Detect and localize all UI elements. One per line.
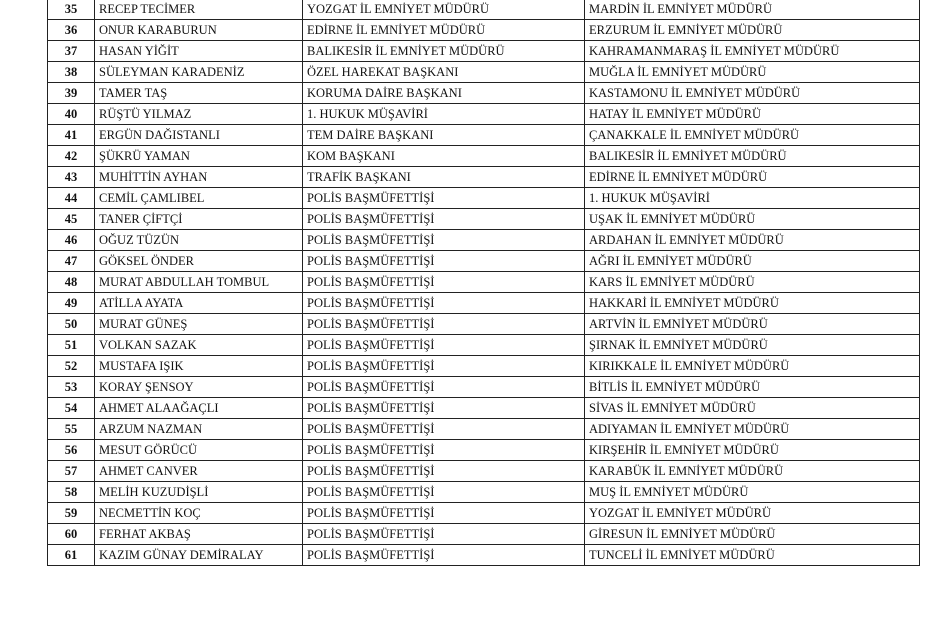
row-number: 52: [48, 356, 95, 377]
previous-position: TRAFİK BAŞKANI: [303, 167, 585, 188]
row-number: 56: [48, 440, 95, 461]
previous-position: POLİS BAŞMÜFETTİŞİ: [303, 545, 585, 566]
table-row: [48, 41, 920, 62]
row-number: 39: [48, 83, 95, 104]
person-name: AHMET ALAAĞAÇLI: [95, 398, 303, 419]
previous-position: TEM DAİRE BAŞKANI: [303, 125, 585, 146]
table-row: [48, 482, 920, 503]
table-row: [48, 209, 920, 230]
row-number: 47: [48, 251, 95, 272]
previous-position: POLİS BAŞMÜFETTİŞİ: [303, 524, 585, 545]
previous-position: YOZGAT İL EMNİYET MÜDÜRÜ: [303, 0, 585, 20]
row-number: 49: [48, 293, 95, 314]
row-number: 43: [48, 167, 95, 188]
table-row: [48, 335, 920, 356]
new-position: YOZGAT İL EMNİYET MÜDÜRÜ: [585, 503, 920, 524]
table-row: [48, 419, 920, 440]
person-name: TANER ÇİFTÇİ: [95, 209, 303, 230]
previous-position: POLİS BAŞMÜFETTİŞİ: [303, 419, 585, 440]
previous-position: POLİS BAŞMÜFETTİŞİ: [303, 503, 585, 524]
person-name: MESUT GÖRÜCÜ: [95, 440, 303, 461]
row-number: 58: [48, 482, 95, 503]
row-number: 37: [48, 41, 95, 62]
appointment-table: [47, 0, 920, 566]
table-row: [48, 545, 920, 566]
table-row: [48, 440, 920, 461]
row-number: 51: [48, 335, 95, 356]
table-row: [48, 251, 920, 272]
new-position: KAHRAMANMARAŞ İL EMNİYET MÜDÜRÜ: [585, 41, 920, 62]
previous-position: POLİS BAŞMÜFETTİŞİ: [303, 293, 585, 314]
previous-position: POLİS BAŞMÜFETTİŞİ: [303, 482, 585, 503]
person-name: OĞUZ TÜZÜN: [95, 230, 303, 251]
new-position: ÇANAKKALE İL EMNİYET MÜDÜRÜ: [585, 125, 920, 146]
person-name: KAZIM GÜNAY DEMİRALAY: [95, 545, 303, 566]
table-row: [48, 188, 920, 209]
new-position: SİVAS İL EMNİYET MÜDÜRÜ: [585, 398, 920, 419]
new-position: KIRŞEHİR İL EMNİYET MÜDÜRÜ: [585, 440, 920, 461]
previous-position: POLİS BAŞMÜFETTİŞİ: [303, 230, 585, 251]
new-position: MUŞ İL EMNİYET MÜDÜRÜ: [585, 482, 920, 503]
previous-position: BALIKESİR İL EMNİYET MÜDÜRÜ: [303, 41, 585, 62]
person-name: NECMETTİN KOÇ: [95, 503, 303, 524]
new-position: GİRESUN İL EMNİYET MÜDÜRÜ: [585, 524, 920, 545]
table-row: [48, 20, 920, 41]
appointment-table-body: [48, 0, 920, 566]
table-row: [48, 377, 920, 398]
new-position: BALIKESİR İL EMNİYET MÜDÜRÜ: [585, 146, 920, 167]
row-number: 35: [48, 0, 95, 20]
person-name: FERHAT AKBAŞ: [95, 524, 303, 545]
previous-position: POLİS BAŞMÜFETTİŞİ: [303, 314, 585, 335]
row-number: 61: [48, 545, 95, 566]
table-row: [48, 293, 920, 314]
new-position: BİTLİS İL EMNİYET MÜDÜRÜ: [585, 377, 920, 398]
new-position: AĞRI İL EMNİYET MÜDÜRÜ: [585, 251, 920, 272]
new-position: UŞAK İL EMNİYET MÜDÜRÜ: [585, 209, 920, 230]
person-name: KORAY ŞENSOY: [95, 377, 303, 398]
table-row: [48, 398, 920, 419]
table-row: [48, 167, 920, 188]
new-position: ARDAHAN İL EMNİYET MÜDÜRÜ: [585, 230, 920, 251]
person-name: AHMET CANVER: [95, 461, 303, 482]
previous-position: POLİS BAŞMÜFETTİŞİ: [303, 272, 585, 293]
person-name: RÜŞTÜ YILMAZ: [95, 104, 303, 125]
person-name: ONUR KARABURUN: [95, 20, 303, 41]
person-name: SÜLEYMAN KARADENİZ: [95, 62, 303, 83]
row-number: 44: [48, 188, 95, 209]
row-number: 36: [48, 20, 95, 41]
row-number: 46: [48, 230, 95, 251]
person-name: MURAT GÜNEŞ: [95, 314, 303, 335]
row-number: 59: [48, 503, 95, 524]
table-row: [48, 524, 920, 545]
table-row: [48, 104, 920, 125]
person-name: MUHİTTİN AYHAN: [95, 167, 303, 188]
row-number: 48: [48, 272, 95, 293]
table-row: [48, 62, 920, 83]
row-number: 41: [48, 125, 95, 146]
person-name: ARZUM NAZMAN: [95, 419, 303, 440]
table-row: [48, 83, 920, 104]
row-number: 45: [48, 209, 95, 230]
previous-position: POLİS BAŞMÜFETTİŞİ: [303, 440, 585, 461]
previous-position: POLİS BAŞMÜFETTİŞİ: [303, 356, 585, 377]
row-number: 40: [48, 104, 95, 125]
new-position: 1. HUKUK MÜŞAVİRİ: [585, 188, 920, 209]
person-name: ŞÜKRÜ YAMAN: [95, 146, 303, 167]
previous-position: POLİS BAŞMÜFETTİŞİ: [303, 188, 585, 209]
person-name: MUSTAFA IŞIK: [95, 356, 303, 377]
appointment-list-sheet: [47, 0, 919, 566]
table-row: [48, 272, 920, 293]
table-row: [48, 356, 920, 377]
person-name: MURAT ABDULLAH TOMBUL: [95, 272, 303, 293]
new-position: ERZURUM İL EMNİYET MÜDÜRÜ: [585, 20, 920, 41]
row-number: 38: [48, 62, 95, 83]
previous-position: POLİS BAŞMÜFETTİŞİ: [303, 335, 585, 356]
person-name: TAMER TAŞ: [95, 83, 303, 104]
person-name: ATİLLA AYATA: [95, 293, 303, 314]
previous-position: POLİS BAŞMÜFETTİŞİ: [303, 377, 585, 398]
table-row: [48, 461, 920, 482]
new-position: ADIYAMAN İL EMNİYET MÜDÜRÜ: [585, 419, 920, 440]
new-position: HAKKARİ İL EMNİYET MÜDÜRÜ: [585, 293, 920, 314]
new-position: KASTAMONU İL EMNİYET MÜDÜRÜ: [585, 83, 920, 104]
previous-position: POLİS BAŞMÜFETTİŞİ: [303, 398, 585, 419]
table-row: [48, 146, 920, 167]
person-name: RECEP TECİMER: [95, 0, 303, 20]
new-position: KARABÜK İL EMNİYET MÜDÜRÜ: [585, 461, 920, 482]
table-row: [48, 503, 920, 524]
row-number: 57: [48, 461, 95, 482]
row-number: 54: [48, 398, 95, 419]
previous-position: POLİS BAŞMÜFETTİŞİ: [303, 209, 585, 230]
person-name: VOLKAN SAZAK: [95, 335, 303, 356]
row-number: 60: [48, 524, 95, 545]
previous-position: POLİS BAŞMÜFETTİŞİ: [303, 251, 585, 272]
person-name: ERGÜN DAĞISTANLI: [95, 125, 303, 146]
previous-position: ÖZEL HAREKAT BAŞKANI: [303, 62, 585, 83]
new-position: HATAY İL EMNİYET MÜDÜRÜ: [585, 104, 920, 125]
table-row: [48, 230, 920, 251]
new-position: MARDİN İL EMNİYET MÜDÜRÜ: [585, 0, 920, 20]
row-number: 50: [48, 314, 95, 335]
table-row: [48, 314, 920, 335]
new-position: ŞIRNAK İL EMNİYET MÜDÜRÜ: [585, 335, 920, 356]
previous-position: 1. HUKUK MÜŞAVİRİ: [303, 104, 585, 125]
row-number: 55: [48, 419, 95, 440]
row-number: 53: [48, 377, 95, 398]
new-position: MUĞLA İL EMNİYET MÜDÜRÜ: [585, 62, 920, 83]
person-name: MELİH KUZUDİŞLİ: [95, 482, 303, 503]
previous-position: POLİS BAŞMÜFETTİŞİ: [303, 461, 585, 482]
new-position: TUNCELİ İL EMNİYET MÜDÜRÜ: [585, 545, 920, 566]
new-position: ARTVİN İL EMNİYET MÜDÜRÜ: [585, 314, 920, 335]
row-number: 42: [48, 146, 95, 167]
person-name: GÖKSEL ÖNDER: [95, 251, 303, 272]
previous-position: KOM BAŞKANI: [303, 146, 585, 167]
new-position: KIRIKKALE İL EMNİYET MÜDÜRÜ: [585, 356, 920, 377]
person-name: CEMİL ÇAMLIBEL: [95, 188, 303, 209]
table-row: [48, 125, 920, 146]
previous-position: EDİRNE İL EMNİYET MÜDÜRÜ: [303, 20, 585, 41]
new-position: KARS İL EMNİYET MÜDÜRÜ: [585, 272, 920, 293]
new-position: EDİRNE İL EMNİYET MÜDÜRÜ: [585, 167, 920, 188]
person-name: HASAN YİĞİT: [95, 41, 303, 62]
table-row: [48, 0, 920, 20]
previous-position: KORUMA DAİRE BAŞKANI: [303, 83, 585, 104]
